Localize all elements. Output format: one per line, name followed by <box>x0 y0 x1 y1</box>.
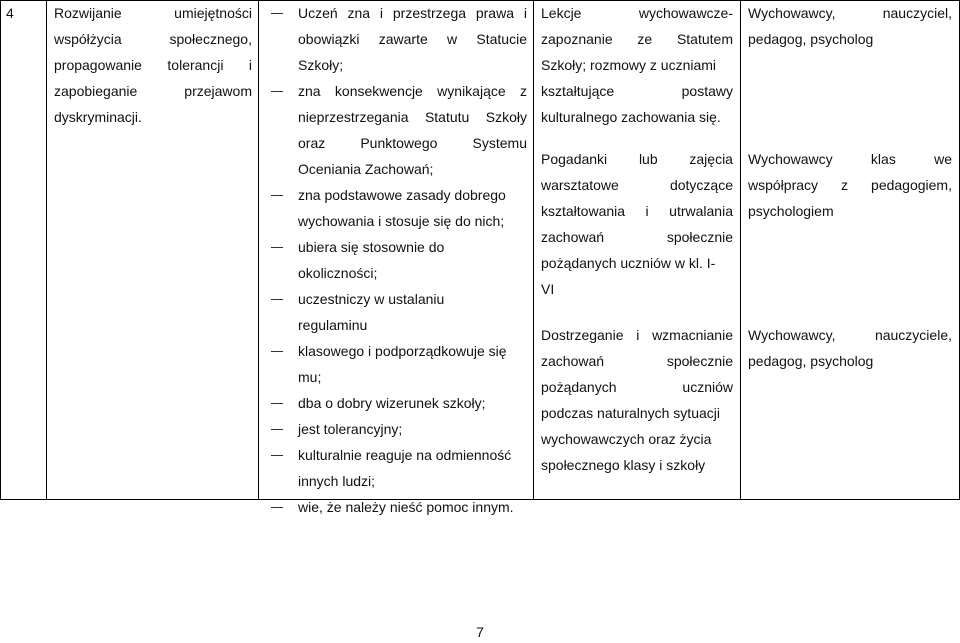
word: z <box>841 177 849 193</box>
responsible-block-1 <box>748 0 952 52</box>
word: wychowania i stosuje się do nich; <box>298 213 505 229</box>
word: Punktowego <box>360 135 438 151</box>
word: psychologiem <box>748 203 834 219</box>
word: zna podstawowe zasady dobrego <box>298 187 506 203</box>
area-line <box>54 0 252 26</box>
block-line <box>541 374 733 400</box>
word: społecznie <box>666 229 733 245</box>
responsible-block-3 <box>748 322 952 374</box>
block-line <box>541 348 733 374</box>
word: i <box>523 5 527 21</box>
word: przestrzega <box>392 5 467 21</box>
word: zna <box>298 83 321 99</box>
task-item <box>298 78 527 182</box>
word: podczas naturalnych sytuacji <box>541 405 720 421</box>
word: współżycia <box>54 31 122 47</box>
word: umiejętności <box>174 5 252 21</box>
block-line <box>541 400 733 426</box>
block-line <box>748 348 952 374</box>
dash-bullet-icon <box>271 455 283 456</box>
word: ubiera się stosownie do <box>298 239 445 255</box>
word: Dostrzeganie <box>541 327 624 343</box>
word: pożądanych <box>541 379 617 395</box>
word: wzmacnianie <box>652 327 733 343</box>
dash-bullet-icon <box>271 429 283 430</box>
task-line <box>298 494 527 520</box>
task-line <box>298 364 527 390</box>
task-line <box>298 26 527 52</box>
word: utrwalania <box>669 203 733 219</box>
col-border-0 <box>0 0 1 500</box>
dash-bullet-icon <box>271 299 283 300</box>
word: Wychowawcy <box>748 151 833 167</box>
area-line <box>54 104 252 130</box>
area-line <box>54 52 252 78</box>
task-item <box>298 0 527 78</box>
word: pedagog, psycholog <box>748 353 874 369</box>
word: tolerancji <box>167 57 224 73</box>
word: Szkoły <box>485 109 527 125</box>
block-line <box>748 0 952 26</box>
word: prawa <box>475 5 514 21</box>
word: dyskryminacji. <box>54 109 142 125</box>
block-line <box>541 322 733 348</box>
word: zapoznanie <box>541 31 613 47</box>
dash-bullet-icon <box>271 351 283 352</box>
word: społecznie <box>666 353 733 369</box>
word: kulturalnego zachowania się. <box>541 109 721 125</box>
word: wie, że należy nieść pomoc innym. <box>298 499 514 515</box>
word: Uczeń <box>298 5 338 21</box>
block-line <box>541 0 733 26</box>
dash-bullet-icon <box>271 195 283 196</box>
word: kształtowania <box>541 203 626 219</box>
block-line <box>541 250 733 276</box>
block-line <box>541 198 733 224</box>
word: mu; <box>298 369 322 385</box>
word: ze <box>637 31 653 47</box>
task-line <box>298 208 527 234</box>
task-line <box>298 390 527 416</box>
word: oraz <box>298 135 326 151</box>
word: Szkoły; <box>298 57 344 73</box>
word: Statutem <box>676 31 733 47</box>
task-line <box>298 468 527 494</box>
word: Rozwijanie <box>54 5 122 21</box>
word: współpracy <box>748 177 819 193</box>
task-line <box>298 286 527 312</box>
area-text <box>54 0 252 130</box>
task-item <box>298 442 527 494</box>
responsible-block-2 <box>748 146 952 224</box>
word: VI <box>541 281 555 297</box>
task-item <box>298 390 527 416</box>
word: lub <box>638 151 658 167</box>
word: i <box>636 327 640 343</box>
word: kształtujące <box>541 83 615 99</box>
block-line <box>541 78 733 104</box>
word: zajęcia <box>689 151 733 167</box>
word: wynikające <box>437 83 506 99</box>
word: zawarte <box>378 31 428 47</box>
block-line <box>541 276 733 302</box>
dash-bullet-icon <box>271 247 283 248</box>
word: zapobieganie <box>54 83 138 99</box>
word: społecznego klasy i szkoły <box>541 457 706 473</box>
word: kulturalnie reaguje na odmienność <box>298 447 512 463</box>
word: we <box>934 151 952 167</box>
word: Lekcje <box>541 5 582 21</box>
forms-block-2 <box>541 146 733 302</box>
block-line <box>748 198 952 224</box>
word: Systemu <box>472 135 527 151</box>
word: i <box>248 57 252 73</box>
task-line <box>298 416 527 442</box>
forms-block-3 <box>541 322 733 478</box>
task-item <box>298 338 527 390</box>
word: Statutu <box>424 109 470 125</box>
word: okoliczności; <box>298 265 378 281</box>
col-border-2 <box>258 0 259 500</box>
block-line <box>748 172 952 198</box>
area-line <box>54 26 252 52</box>
task-line <box>298 182 527 208</box>
task-line <box>298 312 527 338</box>
word: Pogadanki <box>541 151 608 167</box>
word: klas <box>870 151 896 167</box>
block-line <box>541 224 733 250</box>
dash-bullet-icon <box>271 507 283 508</box>
task-line <box>298 104 527 130</box>
word: uczniów <box>682 379 733 395</box>
block-line <box>541 426 733 452</box>
task-line <box>298 156 527 182</box>
word: klasowego i podporządkowuje się <box>298 343 507 359</box>
task-line <box>298 442 527 468</box>
task-item <box>298 234 527 286</box>
word: Oceniania Zachowań; <box>298 161 434 177</box>
col-border-4 <box>740 0 741 500</box>
task-item <box>298 286 527 338</box>
block-line <box>541 452 733 478</box>
task-line <box>298 0 527 26</box>
word: i <box>379 5 384 21</box>
task-line <box>298 260 527 286</box>
word: regulaminu <box>298 317 368 333</box>
word: nauczyciel, <box>882 5 952 21</box>
word: społecznego, <box>169 31 252 47</box>
task-line <box>298 52 527 78</box>
word: jest tolerancyjny; <box>298 421 403 437</box>
word: z <box>519 83 527 99</box>
col-border-3 <box>533 0 534 500</box>
block-line <box>748 26 952 52</box>
task-line <box>298 338 527 364</box>
block-line <box>541 26 733 52</box>
task-item <box>298 182 527 234</box>
task-item <box>298 494 527 520</box>
word: warsztatowe <box>541 177 619 193</box>
word: propagowanie <box>54 57 142 73</box>
word: konsekwencje <box>334 83 423 99</box>
block-line <box>541 172 733 198</box>
word: nauczyciele, <box>874 327 952 343</box>
row-number: 4 <box>6 5 14 21</box>
area-line <box>54 78 252 104</box>
word: Szkoły; rozmowy z uczniami <box>541 57 717 73</box>
dash-bullet-icon <box>271 13 283 14</box>
word: postawy <box>681 83 733 99</box>
word: wychowawczych oraz życia <box>541 431 712 447</box>
task-line <box>298 234 527 260</box>
word: pedagogiem, <box>871 177 952 193</box>
page-number: 7 <box>476 624 484 640</box>
word: nieprzestrzegania <box>298 109 409 125</box>
word: dba o dobry wizerunek szkoły; <box>298 395 486 411</box>
col-border-1 <box>46 0 47 500</box>
word: w <box>447 31 458 47</box>
word: uczestniczy w ustalaniu <box>298 291 445 307</box>
word: Wychowawcy, <box>748 327 836 343</box>
task-line <box>298 78 527 104</box>
word: przejawom <box>184 83 252 99</box>
forms-block-1 <box>541 0 733 130</box>
word: obowiązki <box>298 31 360 47</box>
word: Statucie <box>476 31 527 47</box>
block-line <box>748 322 952 348</box>
word: wychowawcze- <box>638 5 733 21</box>
block-line <box>541 52 733 78</box>
word: pożądanych uczniów w kl. I- <box>541 255 716 271</box>
dash-bullet-icon <box>271 91 283 92</box>
dash-bullet-icon <box>271 403 283 404</box>
block-line <box>541 146 733 172</box>
word: zna <box>347 5 371 21</box>
block-line <box>748 146 952 172</box>
word: pedagog, psycholog <box>748 31 874 47</box>
word: zachowań <box>541 229 605 245</box>
word: zachowań <box>541 353 605 369</box>
task-line <box>298 130 527 156</box>
task-item <box>298 416 527 442</box>
word: i <box>645 203 649 219</box>
tasks-list <box>298 0 527 520</box>
word: dotyczące <box>669 177 733 193</box>
word: innych ludzi; <box>298 473 376 489</box>
block-line <box>541 104 733 130</box>
word: Wychowawcy, <box>748 5 836 21</box>
